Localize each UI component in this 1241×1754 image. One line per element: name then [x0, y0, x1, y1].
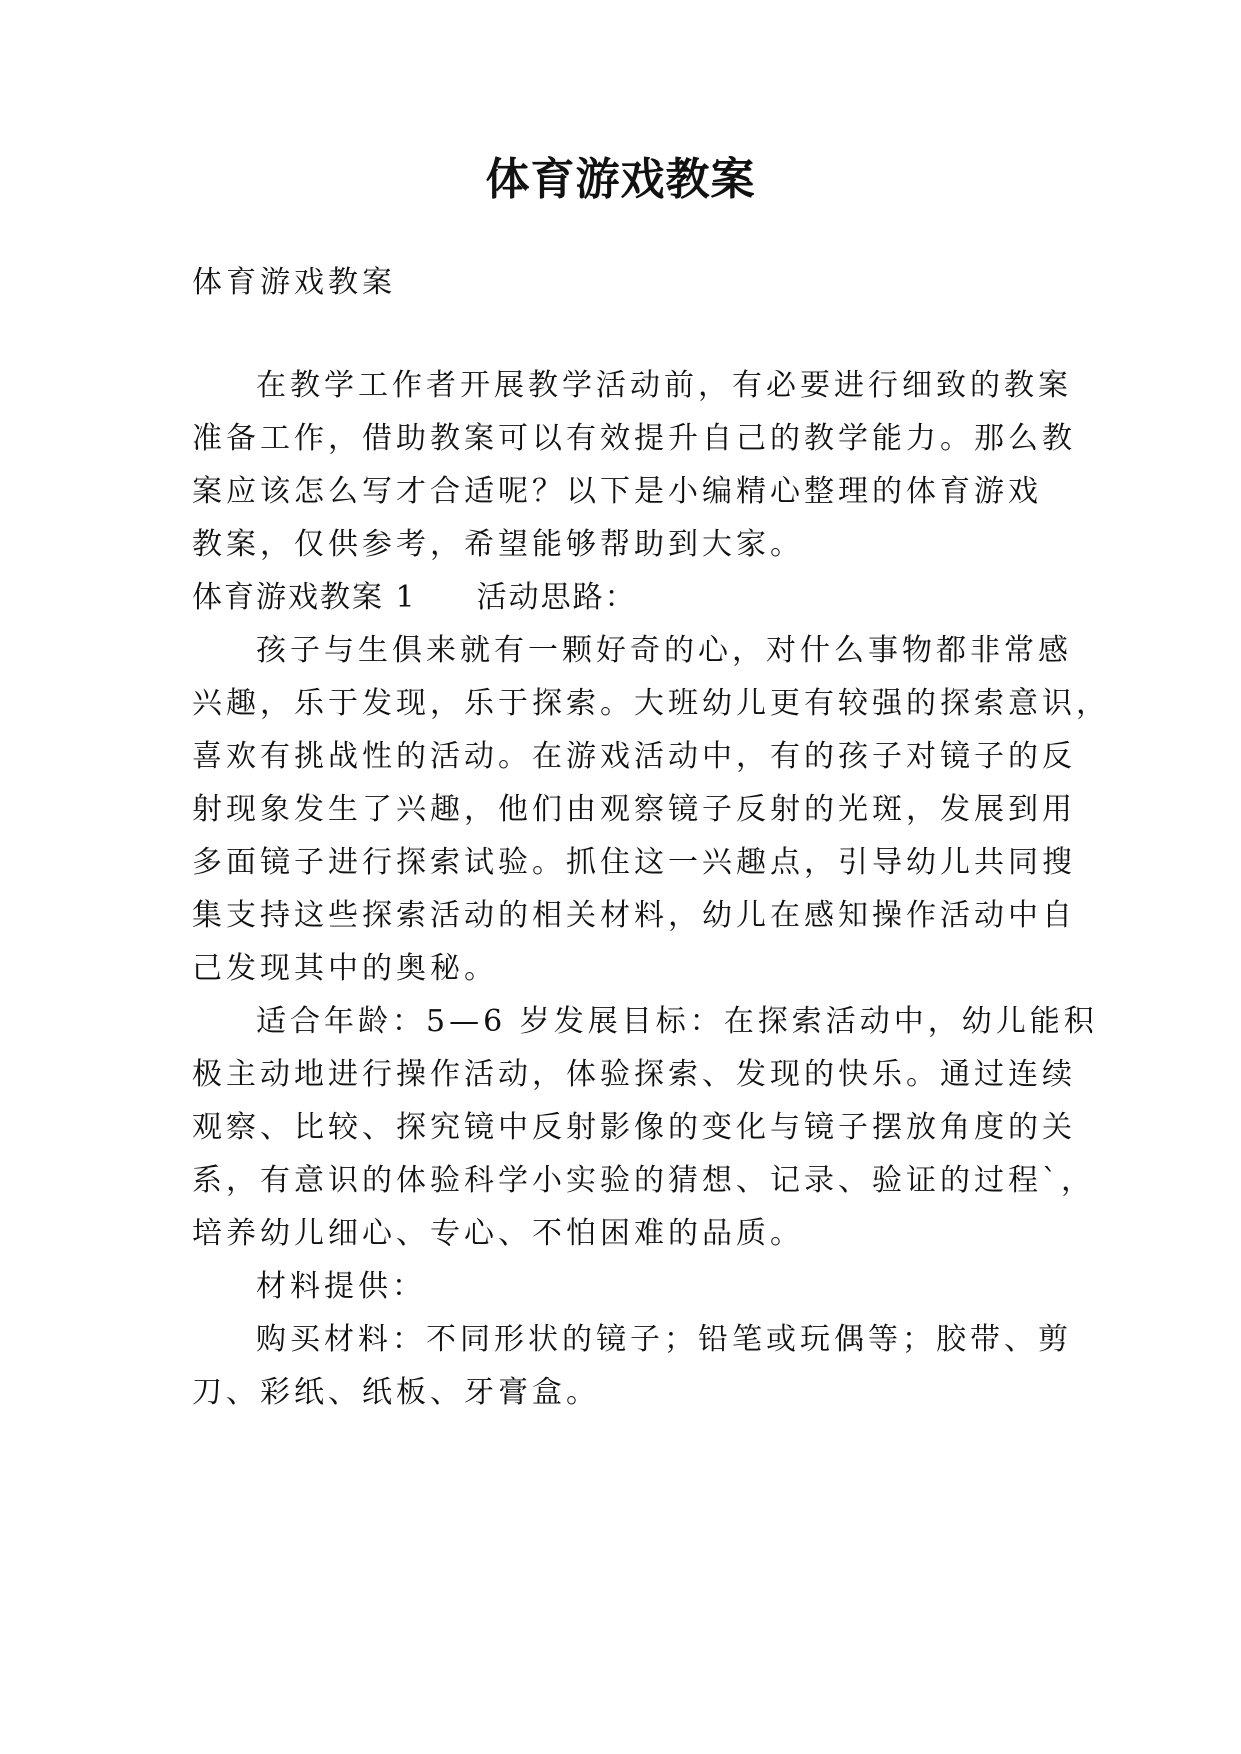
document-title: 体育游戏教案 — [485, 154, 756, 205]
goal-line: 系，有意识的体验科学小实验的猜想、记录、验证的过程`， — [192, 1163, 1095, 1198]
idea-line: 射现象发生了兴趣，他们由观察镜子反射的光斑，发展到用 — [192, 792, 1076, 827]
idea-line: 集支持这些探索活动的相关材料，幼儿在感知操作活动中自 — [192, 898, 1076, 933]
idea-line: 己发现其中的奥秘。 — [192, 951, 498, 986]
goal-line: 观察、比较、探究镜中反射影像的变化与镜子摆放角度的关 — [192, 1110, 1076, 1145]
idea-line: 兴趣，乐于发现，乐于探索。大班幼儿更有较强的探索意识， — [192, 686, 1110, 721]
section-label: 活动思路： — [476, 580, 637, 615]
materials-line: 购买材料：不同形状的镜子；铅笔或玩偶等；胶带、剪 — [256, 1322, 1072, 1357]
intro-line: 案应该怎么写才合适呢？以下是小编精心整理的体育游戏 — [192, 474, 1042, 509]
section-heading: 体育游戏教案 1 — [192, 580, 417, 615]
goal-line: 适合年龄：5—6 岁发展目标：在探索活动中，幼儿能积 — [256, 1004, 1098, 1039]
idea-line: 孩子与生俱来就有一颗好奇的心，对什么事物都非常感 — [256, 633, 1072, 668]
document-subtitle: 体育游戏教案 — [192, 265, 396, 300]
intro-line: 准备工作，借助教案可以有效提升自己的教学能力。那么教 — [192, 421, 1076, 456]
intro-line: 在教学工作者开展教学活动前，有必要进行细致的教案 — [256, 368, 1072, 403]
materials-line: 刀、彩纸、纸板、牙膏盒。 — [192, 1375, 600, 1410]
idea-line: 多面镜子进行探索试验。抓住这一兴趣点，引导幼儿共同搜 — [192, 845, 1076, 880]
goal-line: 极主动地进行操作活动，体验探索、发现的快乐。通过连续 — [192, 1057, 1076, 1092]
idea-line: 喜欢有挑战性的活动。在游戏活动中，有的孩子对镜子的反 — [192, 739, 1076, 774]
section-heading-row — [192, 578, 1062, 618]
intro-line: 教案，仅供参考，希望能够帮助到大家。 — [192, 527, 804, 562]
materials-label: 材料提供： — [256, 1269, 426, 1304]
goal-line: 培养幼儿细心、专心、不怕困难的品质。 — [192, 1216, 804, 1251]
